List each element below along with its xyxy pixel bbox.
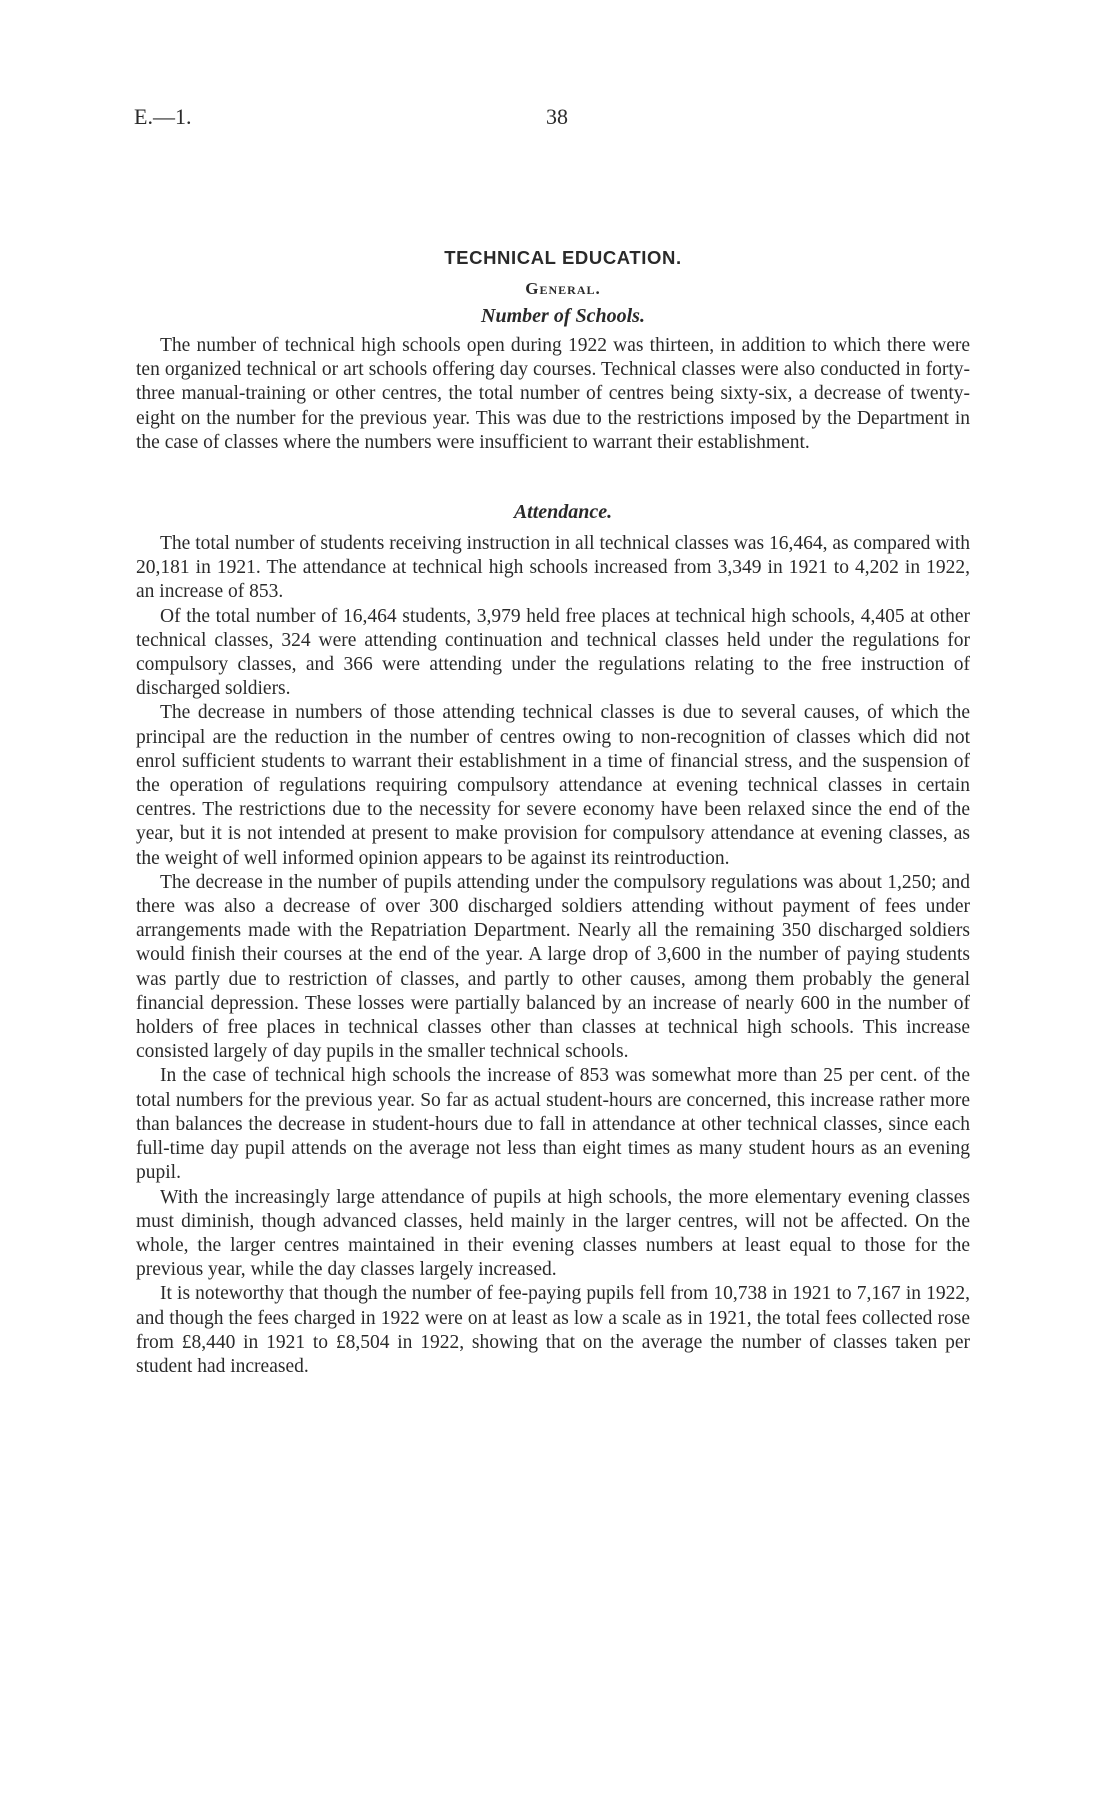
paragraph: The decrease in numbers of those attending technical classes is due to several causes, of which the principal are the reduction in the number of centres owing to non-recognition of classes which did not enrol sufficient students to warrant their establishment in a time of financial stress, and the suspension of the operation of regulations requiring compulsory attendance at evening technical classes in certain centres. The restrictions due to the necessity for severe economy have been relaxed since the end of the year, but it is not intended at present to make provision for compulsory attendance at evening classes, as the weight of well informed opinion appears to be against its reintroduction.: [136, 702, 970, 869]
paragraph: In the case of technical high schools the increase of 853 was somewhat more than 25 per cent. of the total numbers for the previous year. So far as actual student-hours are concerned, this increase rather more than balances the decrease in student-hours due to fall in attendance at other technical classes, since each full-time day pupil attends on the average not less than eight times as many student hours as an evening pupil.: [136, 1065, 970, 1184]
report-reference: E.—1.: [134, 104, 192, 129]
paragraph: Of the total number of 16,464 students, 3,979 held free places at technical high schools, 4,405 at other technical classes, 324 were attending continuation and technical classes held under the regulations for compulsory classes, and 366 were attending under the regulations relating to the free instruction of discharged soldiers.: [136, 605, 970, 700]
page-title: TECHNICAL EDUCATION.: [444, 247, 682, 268]
paragraph: With the increasingly large attendance of pupils at high schools, the more elementary evening classes must diminish, though advanced classes, held mainly in the larger centres, will not be affected. On the whole, the larger centres maintained in their evening classes numbers at least equal to those for the previous year, while the day classes largely increased.: [136, 1186, 970, 1281]
paragraph: The number of technical high schools open during 1922 was thirteen, in addition to which there were ten organized technical or art schools offering day courses. Technical classes were also conducted in forty-three manual-training or other centres, the total number of centres being sixty-six, a decrease of twenty-eight on the number for the previous year. This was due to the restrictions imposed by the Department in the case of classes where the numbers were insufficient to warrant their establishment.: [136, 335, 970, 453]
section-heading-general: General.: [525, 279, 601, 298]
subheading-number-of-schools: Number of Schools.: [481, 305, 645, 327]
subheading-attendance: Attendance.: [513, 501, 613, 524]
running-header: [134, 104, 994, 136]
paragraph: It is noteworthy that though the number of fee-paying pupils fell from 10,738 in 1921 to 7,167 in 1922, and though the fees charged in 1922 were on at least as low a scale as in 1921, the total fees collected rose from £8,440 in 1921 to £8,504 in 1922, showing that on the average the number of classes taken per student had increased.: [136, 1283, 970, 1377]
paragraph: The decrease in the number of pupils attending under the compulsory regulations was about 1,250; and there was also a decrease of over 300 discharged soldiers attending without payment of fees under arrangements made with the Repatriation Department. Nearly all the remaining 350 discharged soldiers would finish their courses at the end of the year. A large drop of 3,600 in the number of paying students was partly due to restriction of classes, and partly to other causes, among them probably the general financial depression. These losses were partially balanced by an increase of nearly 600 in the number of holders of free places in technical classes other than classes at technical high schools. This increase consisted largely of day pupils in the smaller technical schools.: [136, 871, 970, 1063]
page-number: 38: [546, 104, 568, 129]
paragraph: The total number of students receiving instruction in all technical classes was 16,464, as compared with 20,181 in 1921. The attendance at technical high schools increased from 3,349 in 1921 to 4,202 in 1922, an increase of 853.: [136, 533, 970, 603]
page-body: [136, 247, 970, 1379]
